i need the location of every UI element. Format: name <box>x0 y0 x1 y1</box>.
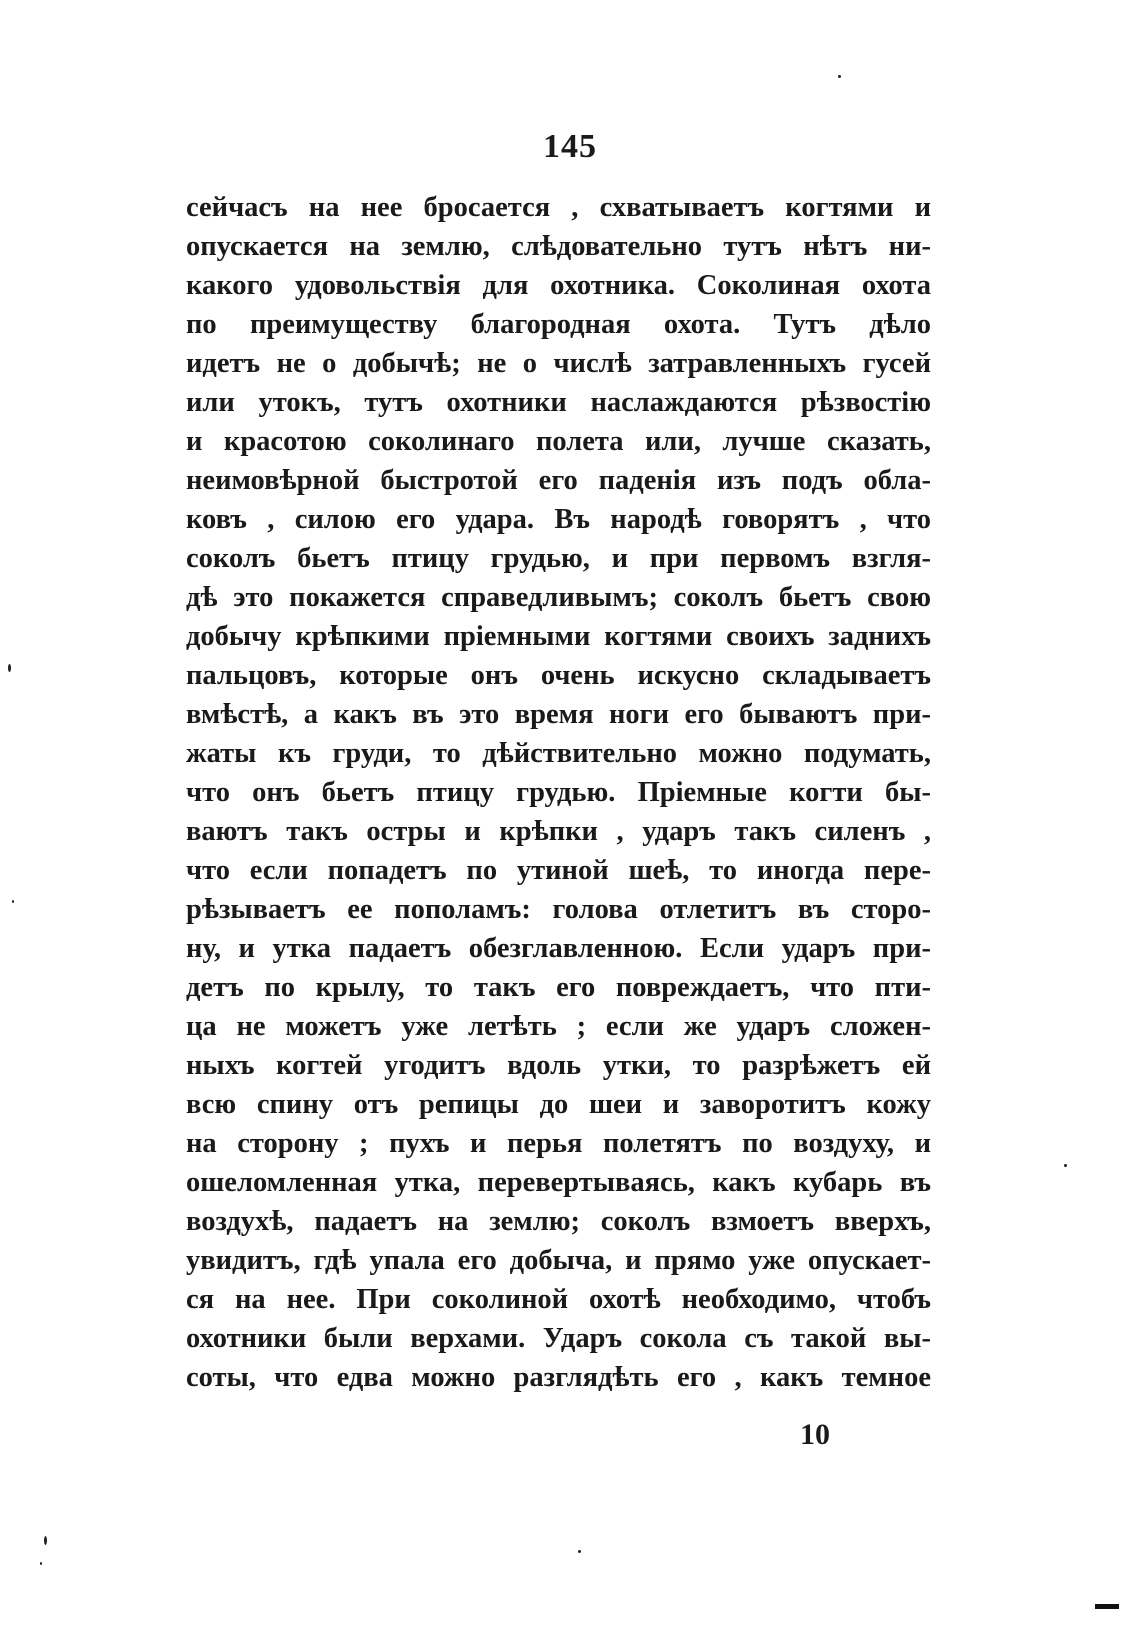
text-line: воздухѣ, падаетъ на землю; соколъ взмоетъ вверхъ, <box>186 1206 931 1237</box>
text-line: сейчасъ на нее бросается , схватываетъ когтями и <box>186 192 931 223</box>
text-line: или утокъ, тутъ охотники наслаждаются рѣзвостію <box>186 387 931 418</box>
scan-speck <box>838 75 841 78</box>
text-line: ну, и утка падаетъ обезглавленною. Если ударъ при- <box>186 933 931 964</box>
page-number: 145 <box>543 128 597 165</box>
text-line: охотники были верхами. Ударъ сокола съ такой вы- <box>186 1323 931 1354</box>
text-line: что онъ бьетъ птицу грудью. Пріемные когти бы- <box>186 777 931 808</box>
signature-mark: 10 <box>800 1418 830 1451</box>
text-line: какого удовольствія для охотника. Соколиная охота <box>186 270 931 301</box>
text-line: ковъ , силою его удара. Въ народѣ говорятъ , что <box>186 504 931 535</box>
scan-speck <box>12 900 14 903</box>
text-line: ца не можетъ уже летѣть ; если же ударъ сложен- <box>186 1011 931 1042</box>
text-line: рѣзываетъ ее пополамъ: голова отлетитъ въ сторо- <box>186 894 931 925</box>
text-line: ошеломленная утка, перевертываясь, какъ кубарь въ <box>186 1167 931 1198</box>
scan-edge-mark <box>1095 1604 1119 1609</box>
text-line: на сторону ; пухъ и перья полетятъ по воздуху, и <box>186 1128 931 1159</box>
text-line: соколъ бьетъ птицу грудью, и при первомъ взгля- <box>186 543 931 574</box>
text-line: соты, что едва можно разглядѣть его , какъ темное <box>186 1362 931 1393</box>
text-line: ся на нее. При соколиной охотѣ необходимо, чтобъ <box>186 1284 931 1315</box>
text-line: всю спину отъ репицы до шеи и заворотитъ кожу <box>186 1089 931 1120</box>
scan-speck <box>44 1536 47 1545</box>
text-line: детъ по крылу, то такъ его повреждаетъ, что пти- <box>186 972 931 1003</box>
text-line: и красотою соколинаго полета или, лучше сказать, <box>186 426 931 457</box>
text-line: опускается на землю, слѣдовательно тутъ нѣтъ ни- <box>186 231 931 262</box>
scan-speck <box>1064 1164 1067 1167</box>
text-line: идетъ не о добычѣ; не о числѣ затравленныхъ гусей <box>186 348 931 379</box>
text-line: жаты къ груди, то дѣйствительно можно подумать, <box>186 738 931 769</box>
text-line: добычу крѣпкими пріемными когтями своихъ заднихъ <box>186 621 931 652</box>
scan-speck <box>578 1550 581 1553</box>
scan-speck <box>8 664 11 672</box>
text-line: дѣ это покажется справедливымъ; соколъ бьетъ свою <box>186 582 931 613</box>
body-text <box>186 188 931 1397</box>
text-line: неимовѣрной быстротой его паденія изъ подъ обла- <box>186 465 931 496</box>
text-line: по преимуществу благородная охота. Тутъ дѣло <box>186 309 931 340</box>
text-line: ваютъ такъ остры и крѣпки , ударъ такъ силенъ , <box>186 816 931 847</box>
text-line: пальцовъ, которые онъ очень искусно складываетъ <box>186 660 931 691</box>
text-line: что если попадетъ по утиной шеѣ, то иногда пере- <box>186 855 931 886</box>
text-line: вмѣстѣ, а какъ въ это время ноги его бываютъ при- <box>186 699 931 730</box>
text-line: увидитъ, гдѣ упала его добыча, и прямо уже опускает- <box>186 1245 931 1276</box>
scan-speck <box>40 1562 42 1565</box>
text-line: ныхъ когтей угодитъ вдоль утки, то разрѣжетъ ей <box>186 1050 931 1081</box>
